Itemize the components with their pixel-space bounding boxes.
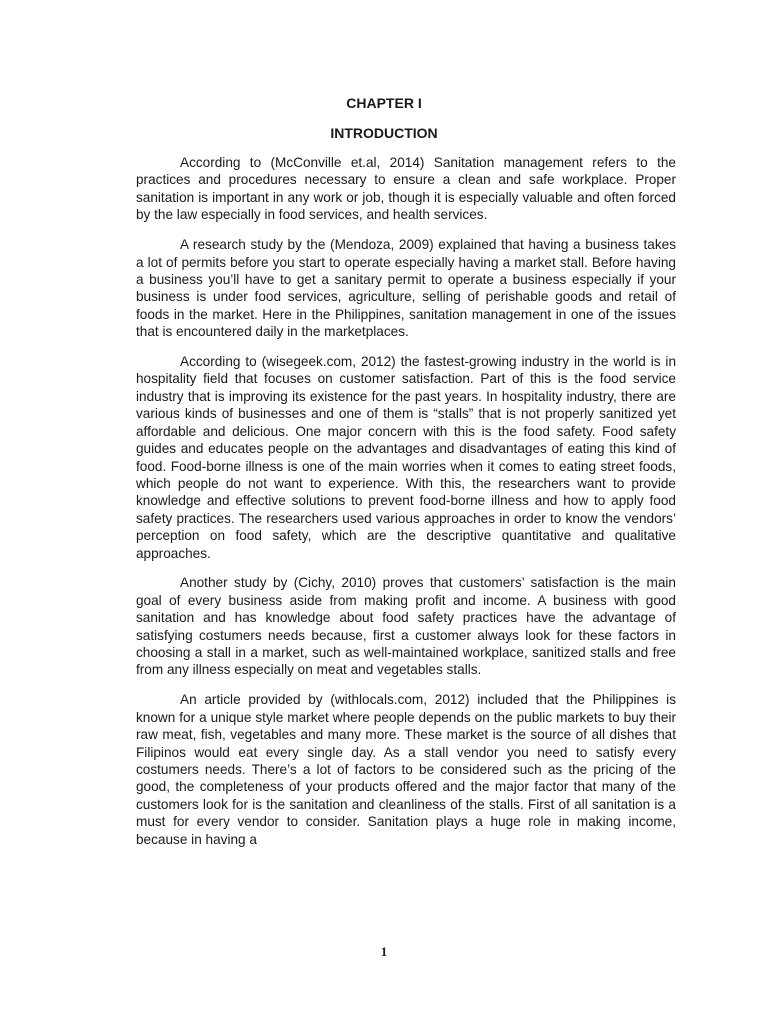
chapter-label: CHAPTER I [346, 95, 422, 111]
paragraph-4: Another study by (Cichy, 2010) proves that customers’ satisfaction is the main goal of every business aside from making profit and income. A business with good sanitation and has knowledge about food safety practices have the advantage of satisfying costumers needs because, first a customer always look for these factors in choosing a stall in a market, such as well-maintained workplace, sanitized stalls and free from any illness especially on meat and vegetables stalls. [136, 575, 676, 678]
paragraph-1: According to (McConville et.al, 2014) Sanitation management refers to the practices and procedures necessary to ensure a clean and safe workplace. Proper sanitation is important in any work or job, though it is especially valuable and often forced by the law especially in food services, and health services. [136, 155, 676, 223]
page-number: 1 [380, 944, 388, 959]
section-title: INTRODUCTION [330, 125, 438, 141]
body-text [136, 154, 676, 861]
paragraph-2: A research study by the (Mendoza, 2009) explained that having a business takes a lot of permits before you start to operate especially having a market stall. Before having a business you’ll have to get a sanitary permit to operate a business especially if your business is under food services, agriculture, selling of perishable goods and retail of foods in the market. Here in the Philippines, sanitation management in one of the issues that is encountered daily in the marketplaces. [136, 237, 676, 340]
paragraph-3: According to (wisegeek.com, 2012) the fastest-growing industry in the world is in hospitality field that focuses on customer satisfaction. Part of this is the food service industry that is improving its existence for the past years. In hospitality industry, there are various kinds of businesses and one of them is “stalls” that is not properly sanitized yet affordable and delicious. One major concern with this is the food safety. Food safety guides and educates people on the advantages and disadvantages of eating this kind of food. Food-borne illness is one of the main worries when it comes to eating street foods, which people do not want to experience. With this, the researchers want to provide knowledge and effective solutions to prevent food-borne illness and how to apply food safety practices. The researchers used various approaches in order to know the vendors’ perception on food safety, which are the descriptive quantitative and qualitative approaches. [136, 354, 676, 561]
paragraph-5: An article provided by (withlocals.com, 2012) included that the Philippines is known for a unique style market where people depends on the public markets to buy their raw meat, fish, vegetables and many more. These market is the source of all dishes that Filipinos would eat every single day. As a stall vendor you need to satisfy every costumers needs. There’s a lot of factors to be considered such as the pricing of the good, the completeness of your products offered and the major factor that many of the customers look for is the sanitation and cleanliness of the stalls. First of all sanitation is a must for every vendor to consider. Sanitation plays a huge role in making income, because in having a [136, 692, 676, 847]
